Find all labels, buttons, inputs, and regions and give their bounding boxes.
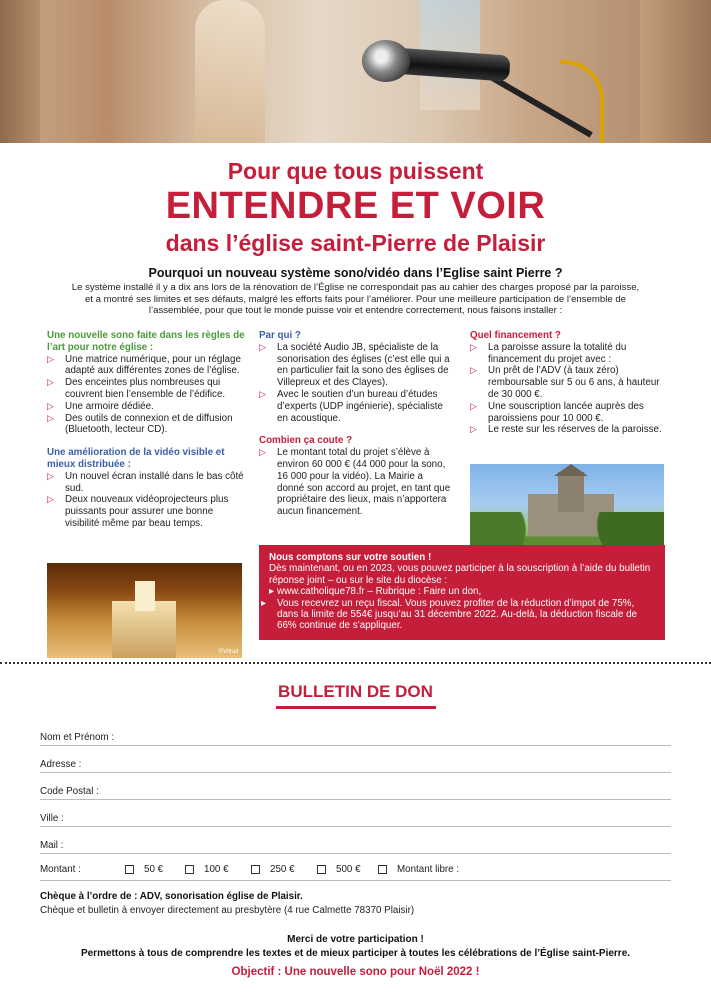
cheque-send-text: Chèque et bulletin à envoyer directement au presbytère (4 rue Calmette 78370 Plaisir) (40, 905, 415, 916)
support-text: Dès maintenant, ou en 2023, vous pouvez participer à la souscription à l’aide du bulletin réponse joint – ou sur le site du diocèse : (269, 563, 651, 586)
microphone-icon (362, 40, 410, 82)
email-field[interactable] (40, 839, 671, 854)
address-field[interactable] (40, 758, 671, 773)
title-line3: dans l’église saint-Pierre de Plaisir (165, 230, 546, 256)
list-item-text: Une matrice numérique, pour un réglage adapté aux différentes zones de l’église. (65, 353, 241, 377)
list-item-text: Le montant total du projet s’élève à environ 60 000 € (44 000 pour la sono, 16 000 pour la vidéo). La Mairie a donné son accord au projet, en tant que propriétaire des lieux, mais n’apportera aucun financement. (277, 447, 451, 518)
triangle-bullet-icon: ▷ (470, 365, 477, 376)
heading-financing: Quel financement ? (470, 330, 561, 341)
triangle-bullet-icon: ▷ (47, 412, 54, 423)
list-item (47, 471, 247, 495)
field-label: Ville : (40, 813, 64, 824)
footer-message: Permettons à tous de comprendre les textes et de mieux participer à toutes les célébrations de l’Église saint-Pierre. (80, 948, 631, 959)
website-link[interactable]: www.catholique78.fr – Rubrique : Faire un don, (277, 586, 482, 598)
triangle-bullet-icon: ▷ (47, 400, 54, 411)
amount-label: Montant : (40, 864, 81, 875)
list-item (470, 342, 665, 366)
heading-par-qui: Par qui ? (259, 330, 301, 341)
church-spire (554, 464, 588, 476)
list-item-text: La société Audio JB, spécialiste de la sonorisation des églises (c’est elle qui a en particulier fait la sono des églises de Villepreux et des Clayes). (277, 341, 450, 389)
thanks-text: Merci de votre participation ! (287, 934, 424, 945)
list-item-text: La paroisse assure la totalité du financement du projet avec : (488, 341, 627, 365)
hero-pillar-left (0, 0, 40, 143)
mic-body (399, 48, 511, 82)
option-label: 500 € (336, 864, 361, 875)
hero-fresco (195, 0, 265, 143)
list-item-text: Deux nouveaux vidéoprojecteurs plus puissants pour assurer une bonne visibilité même par beau temps. (65, 494, 229, 529)
list-item (47, 413, 247, 437)
heading-video: Une amélioration de la vidéo visible et mieux distribuée : (47, 447, 225, 470)
title-line2: ENTENDRE ET VOIR (165, 185, 546, 227)
list-item (47, 401, 247, 413)
city-field[interactable] (40, 812, 671, 827)
triangle-bullet-icon: ▷ (47, 377, 54, 388)
support-bullet-website (269, 586, 655, 597)
list-item (470, 424, 665, 436)
amount-option-100[interactable] (185, 864, 229, 875)
amount-option-500[interactable] (317, 864, 361, 875)
triangle-bullet-icon: ▷ (470, 341, 477, 352)
title-line1: Pour que tous puissent (227, 158, 484, 184)
checkbox-icon[interactable] (251, 865, 260, 874)
list-item-text: Des enceintes plus nombreuses qui couvrent bien l’ensemble de l’édifice. (65, 377, 226, 400)
field-label: Code Postal : (40, 786, 99, 797)
list-item-text: Un prêt de l’ADV (à taux zéro) remboursable sur 5 ou 6 ans, à hauteur de 30 000 €. (488, 365, 660, 400)
amount-option-250[interactable] (251, 864, 295, 875)
cheque-order-text: Chèque à l’ordre de : ADV, sonorisation église de Plaisir. (40, 891, 303, 902)
option-label: 250 € (270, 864, 295, 875)
list-item-text: Le reste sur les réserves de la paroisse. (488, 424, 662, 436)
support-bullet-fiscal (261, 597, 655, 632)
photo-caption: ©Vitrail (218, 649, 238, 655)
triangle-bullet-icon: ▷ (470, 424, 477, 435)
list-item (47, 494, 247, 529)
cut-line-divider (0, 662, 711, 664)
name-field[interactable] (40, 731, 671, 746)
list-item-text: Un nouvel écran installé dans le bas côté sud. (65, 470, 244, 494)
arrow-right-icon: ▸ (269, 586, 274, 598)
option-label: 50 € (144, 864, 164, 875)
field-label: Nom et Prénom : (40, 732, 115, 743)
checkbox-icon[interactable] (378, 865, 387, 874)
triangle-bullet-icon: ▷ (259, 341, 266, 352)
list-item (47, 377, 247, 401)
church-exterior-photo (470, 464, 664, 556)
list-item (47, 354, 247, 378)
triangle-bullet-icon: ▷ (259, 388, 266, 399)
column-sono (47, 330, 247, 530)
amount-option-50[interactable] (125, 864, 163, 875)
subtitle-question: Pourquoi un nouveau système sono/vidéo dans l’Eglise saint Pierre ? (148, 266, 563, 280)
fiscal-text: Vous recevrez un reçu fiscal. Vous pouvez profiter de la réduction d’impot de 75%, dans la limite de 554€ jusqu’au 31 décembre 2022. Au-delà, la déduction fiscale de 66% continue de s’appliquer. (277, 597, 638, 632)
bulletin-title-underline (276, 706, 436, 709)
support-box (259, 545, 665, 640)
list-item (259, 447, 451, 518)
field-label: Mail : (40, 840, 64, 851)
objective-text: Objectif : Une nouvelle sono pour Noël 2022 ! (231, 966, 480, 978)
option-label: Montant libre : (397, 864, 460, 875)
altar-cross (135, 581, 155, 611)
amount-underline (40, 880, 671, 881)
heading-cost: Combien ça coute ? (259, 435, 353, 447)
postal-code-field[interactable] (40, 785, 671, 800)
list-item (259, 389, 451, 424)
church-interior-photo (47, 563, 242, 658)
support-title: Nous comptons sur votre soutien ! (269, 552, 432, 563)
intro-paragraph: Le système installé il y a dix ans lors de la rénovation de l’Église ne correspondait pas au cahier des charges proposé par la paroisse, et a montré ses limites et ses défauts, malgré les efforts faits pour l’améliorer. Pour une meilleure participation de l’ensemble de l’assemblée, pour que tout le monde puisse voir et entendre correctement, nous faisons installer : (71, 282, 640, 316)
hero-pillar-right (640, 0, 711, 143)
triangle-bullet-icon: ▷ (47, 494, 54, 505)
list-item (470, 401, 665, 425)
list-item (259, 342, 451, 389)
list-item-text: Avec le soutien d’un bureau d’études d’experts (UDP ingénierie), spécialiste en acoustique. (277, 388, 443, 424)
list-item-text: Une souscription lancée auprès des paroissiens pour 10 000 €. (488, 400, 644, 424)
list-item-text: Une armoire dédiée. (65, 400, 154, 412)
bulletin-title: BULLETIN DE DON (278, 682, 433, 701)
checkbox-icon[interactable] (185, 865, 194, 874)
list-item (470, 365, 665, 400)
heading-new-sono: Une nouvelle sono faite dans les règles de l’art pour notre église : (47, 330, 245, 353)
list-item-text: Des outils de connexion et de diffusion (Bluetooth, lecteur CD). (65, 412, 233, 436)
church-tower (558, 472, 584, 512)
triangle-bullet-icon: ▷ (259, 447, 266, 458)
hero-photo-microphone (0, 0, 711, 143)
amount-option-free[interactable] (378, 864, 459, 875)
field-label: Adresse : (40, 759, 82, 770)
triangle-bullet-icon: ▷ (470, 400, 477, 411)
checkbox-icon[interactable] (317, 865, 326, 874)
option-label: 100 € (204, 864, 229, 875)
triangle-bullet-icon: ▷ (47, 470, 54, 481)
triangle-bullet-icon: ▷ (47, 353, 54, 364)
arrow-right-icon: ▸ (261, 597, 266, 609)
checkbox-icon[interactable] (125, 865, 134, 874)
column-who-cost (259, 330, 451, 518)
column-financing (470, 330, 665, 436)
